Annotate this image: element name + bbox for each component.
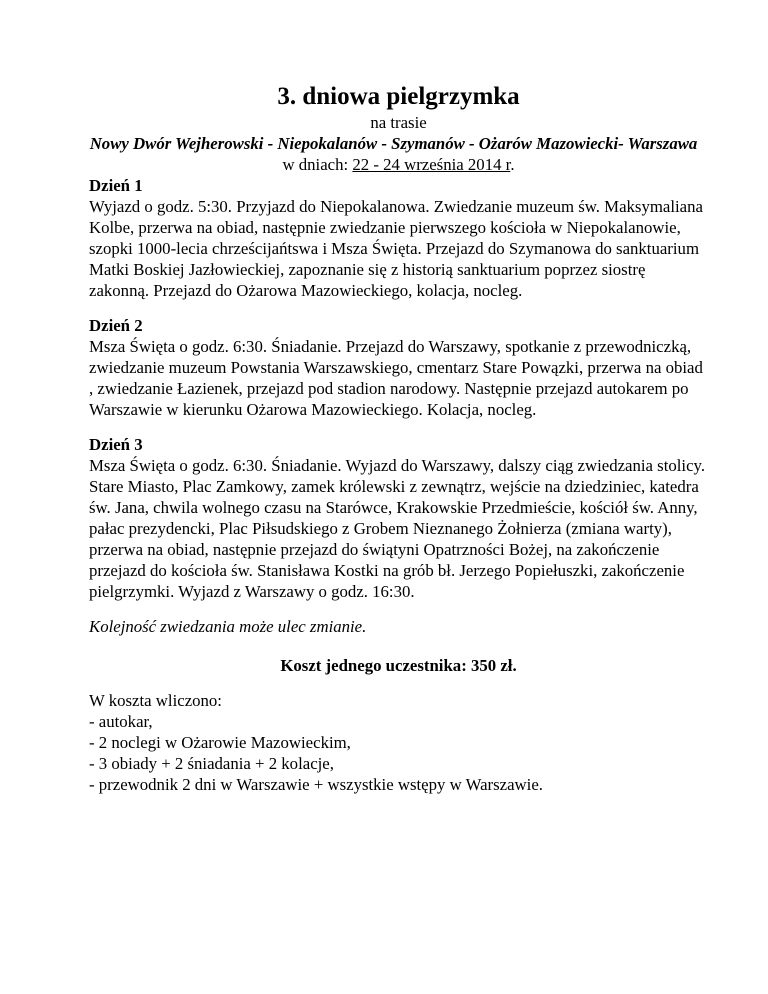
page-title: 3. dniowa pielgrzymka [277,83,520,110]
day-1-text: Wyjazd o godz. 5:30. Przyjazd do Niepokalanowa. Zwiedzanie muzeum św. Maksymaliana Kolbe, przerwa na obiad, następnie zwiedzanie pierwszego kościoła w Niepokalanowie, szopki 1000-lecia chrześcijańtswa i Msza Święta. Przejazd do Szymanowa do sanktuarium Matki Boskiej Jazłowieckiej, zapoznanie się z historią sanktuarium poprzez siostrę zakonną. Przejazd do Ożarowa Mazowieckiego, kolacja, nocleg. [89,197,703,300]
day-3-section [89,434,708,602]
day-2-text: Msza Święta o godz. 6:30. Śniadanie. Przejazd do Warszawy, spotkanie z przewodniczką, zwiedzanie muzeum Powstania Warszawskiego, cmentarz Stare Powązki, przerwa na obiad , zwiedzanie Łazienek, przejazd pod stadion narodowy. Następnie przejazd autokarem po Warszawie w kierunku Ożarowa Mazowieckiego. Kolacja, nocleg. [89,337,703,419]
dates-line [89,154,708,175]
route: Nowy Dwór Wejherowski - Niepokalanów - Szymanów - Ożarów Mazowiecki- Warszawa [89,134,698,153]
day-1-section [89,175,708,301]
included-heading: W koszta wliczono: [89,691,222,710]
subtitle: na trasie [370,113,427,132]
dates-suffix: . [510,155,515,174]
day-2-section [89,315,708,420]
day-2-heading: Dzień 2 [89,316,143,335]
dates-value: 22 - 24 września 2014 r [352,155,511,174]
included-item: - autokar, [89,712,153,731]
included-section [89,690,708,795]
dates-prefix: w dniach: [282,155,353,174]
day-1-heading: Dzień 1 [89,176,143,195]
included-item: - przewodnik 2 dni w Warszawie + wszystkie wstępy w Warszawie. [89,775,543,794]
day-3-heading: Dzień 3 [89,435,143,454]
cost-line: Koszt jednego uczestnika: 350 zł. [280,656,517,675]
included-item: - 2 noclegi w Ożarowie Mazowieckim, [89,733,351,752]
order-note: Kolejność zwiedzania może ulec zmianie. [89,617,367,636]
day-3-text: Msza Święta o godz. 6:30. Śniadanie. Wyjazd do Warszawy, dalszy ciąg zwiedzania stolicy. Stare Miasto, Plac Zamkowy, zamek królewski z zewnątrz, wejście na dziedziniec, katedra św. Jana, chwila wolnego czasu na Starówce, Krakowskie Przedmieście, kościół św. Anny, pałac prezydencki, Plac Piłsudskiego z Grobem Nieznanego Żołnierza (zmiana warty), przerwa na obiad, następnie przejazd do świątyni Opatrzności Bożej, na zakończenie przejazd do kościoła św. Stanisława Kostki na grób bł. Jerzego Popiełuszki, zakończenie pielgrzymki. Wyjazd z Warszawy o godz. 16:30. [89,456,706,601]
included-item: - 3 obiady + 2 śniadania + 2 kolacje, [89,754,334,773]
